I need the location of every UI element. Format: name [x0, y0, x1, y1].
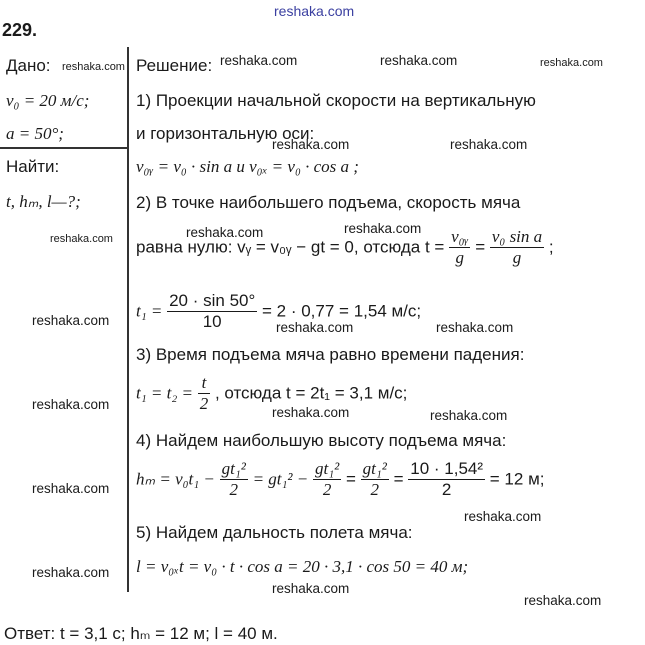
fraction-v0y-over-g: $\frac{\text{v₀ᵧ}}{g}$ [451, 227, 469, 267]
step4-text: 4) Найдем наибольшую высоту подъема мяча: [136, 431, 507, 450]
problem-number: 229. [2, 20, 38, 40]
given-angle: a = 50°; [6, 124, 64, 143]
step5-text: 5) Найдем дальность полета мяча: [136, 523, 413, 542]
watermark: reshaka.com [276, 320, 354, 335]
step1-text-b: и горизонтальную оси: [136, 124, 315, 143]
fraction-h-numeric: $\frac{\text{10 · 1,54²}}{2}$ [410, 459, 484, 499]
watermark: reshaka.com [186, 225, 264, 240]
watermark: reshaka.com [272, 137, 350, 152]
t1-equation: t₁ = $\frac{20 \cdot \sin 50^\circ}{10}$ = 2 · 0,77 = 1,54 м/с; [136, 291, 422, 331]
given-v0: v₀ = 20 м/с; [6, 91, 90, 110]
step2-equation: равна нулю: vᵧ = v₀ᵧ − gt = 0, отсюда t = $\frac{\text{v₀ᵧ}}{g}$ = $\frac{\text{v₀ sin a}}{g}$ ; [136, 227, 554, 267]
watermark: reshaka.com [430, 408, 508, 423]
fraction-gt1sq-over-2-b: $\frac{\text{gt₁²}}{2}$ [315, 459, 340, 499]
watermark: reshaka.com [32, 565, 110, 580]
watermark: reshaka.com [540, 57, 603, 69]
watermark: reshaka.com [524, 593, 602, 608]
given-divider [0, 147, 128, 149]
step3-text: 3) Время подъема мяча равно времени падения: [136, 345, 525, 364]
watermark: reshaka.com [272, 405, 350, 420]
watermark: reshaka.com [380, 53, 458, 68]
watermark: reshaka.com [62, 61, 125, 73]
fraction-v0sina-over-g: $\frac{\text{v₀ sin a}}{g}$ [491, 227, 543, 267]
fraction-t1: $\frac{20 \cdot \sin 50^\circ}{10}$ [169, 291, 256, 331]
watermark: reshaka.com [272, 581, 350, 596]
watermark: reshaka.com [32, 313, 110, 328]
watermark: reshaka.com [32, 397, 110, 412]
step2-text-a: 2) В точке наибольшего подъема, скорость мяча [136, 193, 521, 212]
watermark-top: reshaka.com [274, 3, 355, 19]
watermark: reshaka.com [220, 53, 298, 68]
h-equation: hₘ = v₀t₁ − $\frac{\text{gt₁²}}{2}$ = gt₁² − $\frac{\text{gt₁²}}{2}$ = $\frac{\text{gt₁²}}{2}$ = $\frac{\text{10 · 1,54²}}{2}$ = 12 м; [136, 459, 545, 499]
solution-title: Решение: [136, 56, 213, 75]
fraction-gt1sq-over-2-c: $\frac{\text{gt₁²}}{2}$ [362, 459, 387, 499]
fraction-t-over-2: $\frac{t}{2}$ [199, 373, 209, 413]
watermark: reshaka.com [344, 221, 422, 236]
column-divider [127, 47, 129, 592]
fraction-gt1sq-over-2-a: $\frac{\text{gt₁²}}{2}$ [221, 459, 246, 499]
watermark: reshaka.com [50, 233, 113, 245]
answer-line: Ответ: t = 3,1 с; hₘ = 12 м; l = 40 м. [4, 624, 278, 643]
given-title: Дано: [6, 56, 51, 75]
step1-equation: v₀ᵧ = v₀ · sin a и v₀ₓ = v₀ · cos a ; [136, 157, 359, 176]
find-vars: t, hₘ, l—?; [6, 192, 81, 211]
watermark: reshaka.com [32, 481, 110, 496]
step2-text-b: равна нулю: vᵧ = v₀ᵧ − gt = 0, отсюда t = [136, 237, 445, 257]
t2-equation: t₁ = t₂ = $\frac{t}{2}$ , отсюда t = 2t₁ = 3,1 м/с; [136, 373, 408, 413]
watermark: reshaka.com [464, 509, 542, 524]
watermark: reshaka.com [436, 320, 514, 335]
watermark: reshaka.com [450, 137, 528, 152]
find-title: Найти: [6, 157, 60, 176]
step1-text-a: 1) Проекции начальной скорости на вертикальную [136, 91, 536, 110]
l-equation: l = v₀ₓt = v₀ · t · cos a = 20 · 3,1 · cos 50 = 40 м; [136, 557, 469, 576]
